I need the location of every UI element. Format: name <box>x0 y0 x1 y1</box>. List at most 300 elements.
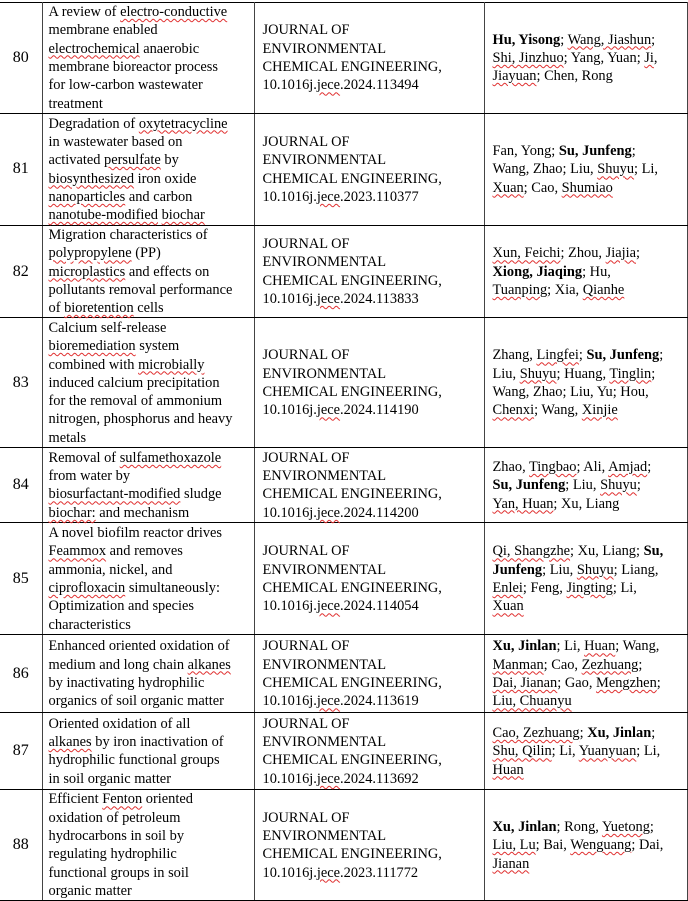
title-word: organic <box>48 882 92 899</box>
journal-line: ENVIRONMENTAL <box>262 734 387 751</box>
title-word: electrochemical <box>48 40 140 57</box>
author-line <box>493 346 683 364</box>
title-word: in <box>48 770 60 787</box>
author-name: Xuan <box>492 179 524 196</box>
title-word: Optimization <box>48 598 125 615</box>
title-cell[interactable] <box>42 448 254 523</box>
author-name: Yuanyuan <box>578 743 637 760</box>
title-line <box>49 337 251 355</box>
title-cell[interactable] <box>42 523 254 635</box>
author-line <box>493 160 683 178</box>
title-word: medium <box>48 656 96 673</box>
title-word: Feammox <box>48 543 107 560</box>
authors-cell[interactable] <box>484 635 687 713</box>
title-line <box>49 770 251 788</box>
title-word: removal <box>108 281 157 298</box>
journal-line: CHEMICAL ENGINEERING, <box>262 272 442 289</box>
author-text: , <box>653 49 658 66</box>
row-number-cell <box>0 790 42 901</box>
highlighted-author: Xu, Jinlan <box>587 725 652 742</box>
author-name: Manman <box>492 656 544 673</box>
title-line <box>49 206 251 224</box>
author-line <box>493 656 683 674</box>
author-text: ; <box>649 818 654 835</box>
row-number: 87 <box>12 742 29 760</box>
title-word: Oriented <box>48 715 99 732</box>
authors-cell[interactable] <box>484 318 687 448</box>
author-line <box>493 383 683 401</box>
authors-cell[interactable] <box>484 790 687 901</box>
journal-line: JOURNAL OF <box>262 236 350 253</box>
author-line <box>493 263 683 281</box>
title-line <box>49 319 251 337</box>
author-text: ; Rong, <box>556 818 602 835</box>
title-cell[interactable] <box>42 635 254 713</box>
title-word: oriented <box>108 638 156 655</box>
author-line <box>493 365 683 383</box>
title-word: anaerobic <box>143 40 200 57</box>
title-word: membrane <box>48 22 110 39</box>
title-word: polypropylene <box>48 245 132 262</box>
title-word: alkanes <box>48 734 92 751</box>
highlighted-author: Su, Junfeng <box>586 347 660 364</box>
title-word: and <box>109 543 131 560</box>
title-line <box>49 3 251 21</box>
row-number: 85 <box>12 569 29 587</box>
journal-line: ENVIRONMENTAL <box>262 254 387 271</box>
title-word: oriented <box>145 791 193 808</box>
title-word: the <box>68 393 87 410</box>
title-word: system <box>139 338 180 355</box>
title-word: iron <box>137 170 161 187</box>
journal-line: JOURNAL OF <box>262 133 350 150</box>
title-line <box>49 504 251 522</box>
title-word: and <box>128 263 150 280</box>
title-word: organics <box>48 693 97 710</box>
author-line <box>493 49 683 67</box>
author-line <box>493 67 683 85</box>
title-word: characteristics <box>109 227 192 243</box>
author-text: ; <box>656 674 661 691</box>
author-text: ; Dai, <box>631 837 664 854</box>
title-word: in <box>153 864 165 881</box>
title-cell[interactable] <box>42 226 254 318</box>
journal-line: ENVIRONMENTAL <box>262 656 387 673</box>
author-line <box>493 179 683 197</box>
title-line <box>49 809 251 827</box>
title-line <box>49 674 251 692</box>
title-word: biosurfactant-modified <box>48 486 181 503</box>
title-cell[interactable] <box>42 713 254 790</box>
doi-text: 10.1016j.jece.2024.113692 <box>262 770 419 787</box>
doi-fragment: jece <box>316 598 341 615</box>
doi-fragment: jece <box>316 770 341 787</box>
author-text: ; <box>651 365 656 382</box>
title-line <box>49 637 251 655</box>
title-word: calcium <box>97 374 144 391</box>
row-number-cell <box>0 713 42 790</box>
title-line <box>49 40 251 58</box>
journal-line: ENVIRONMENTAL <box>262 152 387 169</box>
title-line <box>49 226 251 244</box>
author-text: Wang, Zhao; Liu, Yu; Hou, <box>492 383 649 400</box>
title-word: of <box>217 638 230 655</box>
journal-line: JOURNAL OF <box>262 809 350 826</box>
title-line <box>49 58 251 76</box>
title-word: Efficient <box>48 791 99 808</box>
authors-cell[interactable] <box>484 713 687 790</box>
journal-line: CHEMICAL ENGINEERING, <box>262 846 442 863</box>
journal-line: CHEMICAL ENGINEERING, <box>262 383 442 400</box>
author-text: ; Liang, <box>613 561 659 578</box>
author-line <box>493 579 683 597</box>
author-name: Tinglin <box>609 365 652 382</box>
title-line <box>49 733 251 751</box>
title-cell[interactable] <box>42 114 254 226</box>
title-word: soil <box>168 864 189 881</box>
table-row <box>0 318 687 448</box>
title-word: Calcium <box>48 319 98 336</box>
author-text: ; Feng, <box>522 579 567 596</box>
title-word: Enhanced <box>48 638 106 655</box>
author-text: ; Huang, <box>556 365 610 382</box>
title-word: functional <box>48 864 107 881</box>
table-row <box>0 448 687 523</box>
publication-table-body <box>0 3 687 901</box>
title-word: of <box>106 809 119 826</box>
doi-text: 10.1016j.jece.2023.110377 <box>262 188 419 205</box>
author-text: Fan, Yong; <box>492 143 559 160</box>
author-line <box>493 476 683 494</box>
highlighted-author: Xu, Jinlan <box>492 638 557 655</box>
author-name: Xinjie <box>581 402 618 419</box>
author-text: ; Ali, <box>576 459 609 476</box>
title-line <box>49 21 251 39</box>
journal-line: CHEMICAL ENGINEERING, <box>262 579 442 596</box>
title-word: in <box>48 133 60 150</box>
doi-fragment: jece <box>316 77 341 94</box>
doi-fragment: jece <box>316 291 341 308</box>
title-word: ammonium <box>156 393 223 410</box>
author-text: ; Bai, <box>535 837 571 854</box>
title-word: cells <box>137 300 164 317</box>
journal-cell[interactable] <box>254 523 484 635</box>
row-number: 80 <box>12 48 29 66</box>
author-text: ; Xu, Liang <box>553 495 620 512</box>
author-name: Ji <box>644 49 654 66</box>
author-name: Zezhuang <box>581 656 639 673</box>
row-number-cell <box>0 318 42 448</box>
author-name: Liu, Chuanyu <box>492 693 572 710</box>
title-cell[interactable] <box>42 3 254 114</box>
row-number-cell <box>0 523 42 635</box>
highlighted-author: Xiong, Jiaqing <box>492 263 583 280</box>
row-number: 84 <box>12 476 29 494</box>
title-word: by <box>169 828 185 845</box>
title-word: biosynthesized <box>48 170 135 187</box>
title-word: organic <box>140 693 184 710</box>
author-text: ; Zhou, <box>560 245 606 262</box>
title-word: of <box>104 449 117 466</box>
journal-cell[interactable] <box>254 790 484 901</box>
author-line <box>493 742 683 760</box>
title-line <box>49 95 251 113</box>
journal-line: CHEMICAL ENGINEERING, <box>262 674 442 691</box>
author-text: ; Li, <box>551 743 579 760</box>
title-line <box>49 449 251 467</box>
author-line <box>493 142 683 160</box>
title-line <box>49 692 251 710</box>
title-word: bioreactor <box>112 59 172 75</box>
doi-text: 10.1016j.jece.2024.114200 <box>262 504 419 521</box>
title-line <box>49 656 251 674</box>
journal-line: JOURNAL OF <box>262 638 350 655</box>
title-line <box>49 751 251 769</box>
author-text: ; <box>636 245 640 262</box>
author-text: ; Li, <box>556 638 585 655</box>
author-name: Shu, Qilin <box>492 743 552 760</box>
row-number-cell <box>0 448 42 523</box>
author-name: Xuan <box>492 598 524 615</box>
journal-cell[interactable] <box>254 114 484 226</box>
authors-cell[interactable] <box>484 3 687 114</box>
title-word: and <box>99 504 121 521</box>
author-text: ; <box>631 143 636 160</box>
author-name: Amjad <box>608 459 648 476</box>
author-text: ; Chen, Rong <box>536 68 613 85</box>
title-word: soil <box>116 693 138 710</box>
author-line <box>493 561 683 579</box>
author-line <box>493 692 683 710</box>
title-line <box>49 299 251 317</box>
title-line <box>49 133 251 151</box>
title-word: A <box>48 525 59 542</box>
author-name: Lingfei <box>536 347 579 364</box>
title-line <box>49 429 251 447</box>
title-word: petroleum <box>122 809 181 826</box>
highlighted-author: Su, Junfeng <box>492 477 566 494</box>
title-word: review <box>61 4 101 21</box>
author-name: Wang, Jiashun <box>567 31 652 48</box>
author-name: Qianhe <box>582 281 625 298</box>
author-text: ; <box>560 31 568 48</box>
author-text: ; <box>638 656 643 673</box>
title-word: long <box>123 656 150 673</box>
journal-line: JOURNAL OF <box>262 22 350 39</box>
title-line <box>49 244 251 262</box>
author-name: Shuyu <box>600 477 637 494</box>
author-text: Liu, <box>492 365 520 382</box>
author-text: ; Cao, <box>543 656 582 673</box>
title-word: of <box>104 4 117 21</box>
journal-cell[interactable] <box>254 3 484 114</box>
author-name: Jianan <box>492 855 530 872</box>
row-number: 86 <box>12 664 29 682</box>
title-word: removes <box>134 543 183 560</box>
title-word: mechanism <box>123 504 190 521</box>
author-name: Yan, Huan <box>492 495 554 512</box>
author-text: Wang, Zhao; Liu, <box>492 161 598 178</box>
title-word: matter <box>187 693 224 710</box>
title-line <box>49 410 251 428</box>
title-word: and <box>99 656 121 673</box>
title-word: A <box>48 4 59 21</box>
author-line <box>493 597 683 615</box>
title-word: heavy <box>198 411 233 428</box>
title-word: and <box>128 188 150 205</box>
title-word: pollutants <box>48 281 106 298</box>
title-word: novel <box>61 525 94 542</box>
author-line <box>493 281 683 299</box>
title-word: based <box>131 133 165 150</box>
title-line <box>49 151 251 169</box>
author-name: Tingbao <box>529 459 577 476</box>
highlighted-author: Hu, Yisong <box>492 31 561 48</box>
title-word: and <box>151 561 173 578</box>
title-word: on <box>168 133 183 150</box>
author-text: ; <box>578 347 587 364</box>
title-cell[interactable] <box>42 318 254 448</box>
title-word: hydrophilic <box>110 846 177 863</box>
table-row <box>0 635 687 713</box>
journal-line: JOURNAL OF <box>262 449 350 466</box>
title-line <box>49 263 251 281</box>
author-name: Cao, Zezhuang <box>492 725 580 742</box>
highlighted-author: Junfeng <box>492 561 543 578</box>
author-name: Huan <box>492 761 524 778</box>
title-word: sludge <box>183 486 222 503</box>
authors-cell[interactable] <box>484 226 687 318</box>
author-text: ; <box>647 459 652 476</box>
doi-text: 10.1016j.jece.2024.114190 <box>262 402 419 419</box>
journal-cell[interactable] <box>254 635 484 713</box>
journal-line: ENVIRONMENTAL <box>262 468 387 485</box>
author-text: ; Xia, <box>547 281 583 298</box>
title-word: and <box>173 411 195 428</box>
title-word: treatment <box>48 95 103 112</box>
author-name: Yuetong <box>601 818 650 835</box>
journal-cell[interactable] <box>254 713 484 790</box>
author-name: Jingting <box>566 579 613 596</box>
title-word: by <box>164 152 179 169</box>
title-word: by <box>115 468 131 485</box>
title-word: nanotube-modified <box>48 207 158 224</box>
title-line <box>49 374 251 392</box>
table-row <box>0 226 687 318</box>
title-word: functional <box>118 752 177 769</box>
author-name: Chenxi <box>492 402 535 419</box>
author-text: ; Yang, Yuan; <box>563 49 645 66</box>
title-line <box>49 864 251 882</box>
authors-cell[interactable] <box>484 523 687 635</box>
author-line <box>493 458 683 476</box>
author-line <box>493 31 683 49</box>
title-word: oxidation <box>159 638 214 655</box>
title-cell[interactable] <box>42 790 254 901</box>
doi-fragment: jece <box>316 864 341 881</box>
journal-line: CHEMICAL ENGINEERING, <box>262 752 442 769</box>
journal-cell[interactable] <box>254 448 484 523</box>
authors-cell[interactable] <box>484 114 687 226</box>
title-word: wastewater <box>63 133 129 150</box>
journal-line: ENVIRONMENTAL <box>262 365 387 382</box>
author-line <box>493 674 683 692</box>
title-line <box>49 524 251 542</box>
journal-line: ENVIRONMENTAL <box>262 828 387 845</box>
title-word: bioremediation <box>48 338 136 355</box>
author-text: ; Xu, Liang; <box>570 543 644 560</box>
author-name: Shumiao <box>561 179 613 196</box>
author-text: ; Wang, <box>534 402 582 419</box>
title-line <box>49 392 251 410</box>
title-word: hydrophilic <box>138 674 205 691</box>
title-word: for <box>48 393 66 410</box>
author-text: ; Li, <box>634 161 659 178</box>
title-line <box>49 827 251 845</box>
title-word: persulfate <box>104 152 161 169</box>
journal-line: ENVIRONMENTAL <box>262 561 387 578</box>
doi-fragment: jece <box>316 402 341 419</box>
author-name: Shi, Jinzhuo <box>492 49 564 66</box>
title-line <box>49 76 251 94</box>
author-name: Enlei <box>492 579 523 596</box>
row-number-cell <box>0 114 42 226</box>
author-text: ; Li, <box>612 579 637 596</box>
title-word: Fenton <box>102 791 143 808</box>
title-word: in <box>130 828 142 845</box>
author-name: Shuyu <box>576 561 614 578</box>
row-number-cell <box>0 635 42 713</box>
title-line <box>49 170 251 188</box>
author-text: ; Gao, <box>557 674 597 691</box>
title-word: organic <box>87 770 131 787</box>
title-word: biochar <box>161 207 205 224</box>
title-word: species <box>152 598 194 615</box>
title-word: hydrophilic <box>48 752 115 769</box>
title-word: oxidation <box>102 715 157 732</box>
title-word: nitrogen, <box>48 411 101 428</box>
title-line <box>49 882 251 900</box>
title-line <box>49 715 251 733</box>
title-line <box>49 542 251 560</box>
title-word: groups <box>110 864 150 881</box>
author-line <box>493 855 683 873</box>
title-word: oxytetracycline <box>138 115 228 132</box>
row-number: 82 <box>12 262 29 280</box>
author-line <box>493 244 683 262</box>
authors-cell[interactable] <box>484 448 687 523</box>
title-line <box>49 597 251 615</box>
author-name: Wenguang <box>570 837 632 854</box>
journal-cell[interactable] <box>254 226 484 318</box>
title-word: oxide <box>164 170 197 187</box>
highlighted-author: Su, <box>643 543 664 560</box>
table-row <box>0 790 687 901</box>
author-line <box>493 401 683 419</box>
journal-cell[interactable] <box>254 318 484 448</box>
title-word: microplastics <box>48 263 126 280</box>
highlighted-author: Su, Junfeng <box>558 143 632 160</box>
title-line <box>49 281 251 299</box>
title-word: wastewater <box>138 77 203 94</box>
doi-fragment: jece <box>316 693 341 710</box>
title-word: ammonia, <box>48 561 106 578</box>
title-word: matter <box>95 882 132 899</box>
journal-line: ENVIRONMENTAL <box>262 40 387 57</box>
table-row <box>0 3 687 114</box>
title-word: simultaneously: <box>128 579 220 596</box>
title-word: phosphorus <box>103 411 171 428</box>
